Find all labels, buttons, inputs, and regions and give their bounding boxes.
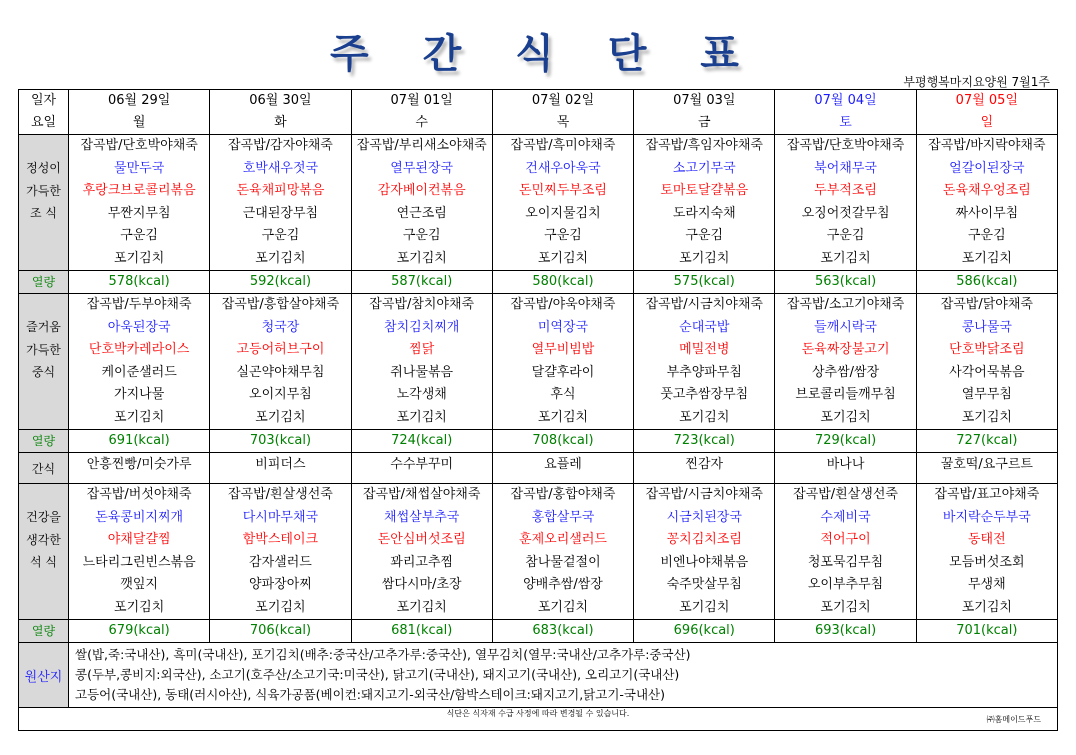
menu-item: 꽁치김치조림 [666,532,742,547]
menu-item: 구운김 [826,228,865,243]
menu-item: 무생채 [968,577,1006,592]
calorie-value: 696(kcal) [634,620,775,643]
org-week-label: 부평행복마지요양원 7월1주 [903,75,1050,89]
calorie-value: 683(kcal) [492,620,633,643]
lunch-menu-cell [634,294,775,430]
menu-item: 단호박카레라이스 [88,342,190,357]
weekday-cell: 수 [351,112,492,135]
dinner-row [19,484,1058,620]
menu-item: 포기김치 [679,250,730,266]
menu-item: 구운김 [402,228,441,243]
snack-label: 간식 [19,453,69,484]
menu-item: 잡곡밥/바지락야채죽 [928,138,1046,153]
calorie-label: 열량 [19,271,69,294]
menu-item: 두부적조림 [814,183,877,198]
footer-row [19,708,1058,731]
calorie-value: 727(kcal) [916,430,1057,453]
calorie-value: 724(kcal) [351,430,492,453]
lunch-row [19,294,1058,430]
menu-item: 포기김치 [255,409,306,425]
date-cell: 07월 02일 [492,90,633,113]
menu-item: 순대국밥 [679,319,730,335]
menu-item: 포기김치 [255,250,306,266]
menu-item: 꽈리고추찜 [390,554,454,570]
menu-item: 수제비국 [820,509,871,525]
menu-item: 잡곡밥/시금치야채죽 [645,297,763,312]
calorie-value: 563(kcal) [775,271,916,294]
menu-item: 잡곡밥/단호박야채죽 [786,138,905,153]
menu-item: 쌈다시마/초장 [381,577,462,592]
dinner-menu-cell [69,484,210,620]
menu-item: 잡곡밥/부리새소야채죽 [356,138,487,153]
menu-item: 오이지무침 [249,387,312,402]
menu-item: 아욱된장국 [107,319,171,335]
menu-item: 구운김 [261,228,300,243]
calorie-value: 586(kcal) [916,271,1057,294]
menu-item: 잡곡밥/흑미야채죽 [510,138,616,153]
menu-item: 소고기무국 [672,160,736,176]
weekday-cell: 월 [69,112,210,135]
breakfast-menu-cell [492,135,633,271]
calorie-value: 587(kcal) [351,271,492,294]
menu-item: 오징어젓갈무침 [801,205,890,221]
menu-item: 포기김치 [114,250,165,266]
dinner-menu-cell [916,484,1057,620]
breakfast-label [19,135,69,271]
snack-row [19,453,1058,484]
breakfast-menu-cell [634,135,775,271]
menu-item: 잡곡밥/버섯야채죽 [86,487,192,502]
weekday-cell: 토 [775,112,916,135]
menu-item: 포기김치 [961,599,1012,615]
snack-item: 꿀호떡/요구르트 [916,453,1057,484]
menu-item: 구운김 [120,228,158,243]
menu-item: 도라지숙채 [672,205,736,221]
lunch-label-line: 즐거움 [26,320,61,334]
menu-item: 풋고추쌈장무침 [660,387,749,402]
snack-item: 안흥찐빵/미숫가루 [69,453,210,484]
menu-item: 잡곡밥/야욱야채죽 [510,297,616,312]
menu-item: 돈민찌두부조림 [519,183,607,198]
menu-item: 포기김치 [396,250,447,266]
menu-item: 포기김치 [537,250,589,266]
breakfast-menu-cell [351,135,492,271]
origin-line: 고등어(국내산), 동태(러시아산), 식육가공품(베이컨:돼지고기-외국산/함박스테이크:돼지고기,닭고기-국내산) [75,687,666,702]
menu-item: 물만두국 [114,160,165,176]
menu-item: 짜사이무침 [955,205,1019,221]
menu-item: 후랑크브로콜리볶음 [82,183,196,198]
breakfast-menu-cell [916,135,1057,271]
menu-item: 찜닭 [409,342,435,357]
menu-item: 홍합살무국 [531,509,595,525]
weekday-row [19,112,1058,135]
menu-item: 동태전 [968,532,1006,547]
menu-item: 호박새우젓국 [242,160,319,176]
menu-item: 포기김치 [820,409,871,425]
menu-item: 구운김 [685,228,724,243]
calorie-value: 703(kcal) [210,430,351,453]
lunch-menu-cell [916,294,1057,430]
menu-item: 잡곡밥/시금치야채죽 [645,487,763,502]
date-cell: 07월 03일 [634,90,775,113]
weekday-cell: 화 [210,112,351,135]
menu-item: 돈육짜장불고기 [801,342,890,357]
menu-item: 오이부추무침 [807,577,884,592]
menu-item: 열무무침 [961,387,1012,402]
menu-item: 잡곡밥/흰살생선죽 [793,487,898,502]
calorie-value: 681(kcal) [351,620,492,643]
date-cell: 06월 30일 [210,90,351,113]
origin-line: 쌀(밥,죽:국내산), 흑미(국내산), 포기김치(배추:중국산/고추가루:중국산), 열무김치(열무:국내산/고추가루:중국산) [75,647,691,662]
breakfast-row [19,135,1058,271]
menu-item: 포기김치 [255,599,306,615]
menu-item: 브로콜리들깨무침 [795,387,896,402]
menu-item: 포기김치 [961,250,1012,266]
menu-item: 오이지물김치 [525,205,601,221]
dinner-menu-cell [351,484,492,620]
lunch-calorie-row [19,430,1058,453]
menu-item: 참치김치찌개 [384,319,460,335]
menu-item: 미역장국 [537,319,589,335]
calorie-value: 578(kcal) [69,271,210,294]
menu-item: 케이준샐러드 [101,364,177,380]
menu-item: 함박스테이크 [242,532,319,547]
lunch-menu-cell [210,294,351,430]
page-title: 주 간 식 단 표 [330,31,759,77]
menu-item: 포기김치 [537,599,589,615]
menu-item: 얼갈이된장국 [949,160,1025,176]
menu-item: 잡곡밥/채썹살야채죽 [363,487,481,502]
lunch-menu-cell [69,294,210,430]
menu-item: 포기김치 [114,409,165,425]
lunch-menu-cell [492,294,633,430]
menu-item: 잡곡밥/소고기야채죽 [786,297,905,312]
lunch-label [19,294,69,430]
weekday-label: 요일 [19,112,69,135]
calorie-value: 693(kcal) [775,620,916,643]
breakfast-calorie-row [19,271,1058,294]
menu-item: 느타리그린빈스볶음 [82,554,196,570]
lunch-menu-cell [351,294,492,430]
menu-item: 채썹살부추국 [384,509,460,525]
footer-brand: ㈜홈메이드푸드 [986,715,1041,724]
menu-item: 무짠지무침 [107,205,171,221]
dinner-menu-cell [492,484,633,620]
menu-item: 콩나물국 [961,319,1012,335]
menu-item: 잡곡밥/홍합야채죽 [510,487,616,502]
snack-item: 찐감자 [634,453,775,484]
menu-item: 구운김 [968,228,1006,243]
menu-item: 시금치된장국 [666,509,742,525]
menu-item: 포기김치 [114,599,165,615]
menu-item: 야채달걀찜 [107,532,171,547]
menu-item: 참나물겉절이 [525,554,601,570]
dinner-menu-cell [634,484,775,620]
menu-item: 비엔나야채볶음 [660,554,749,570]
menu-item: 돈안심버섯조림 [377,532,466,547]
menu-item: 돈육콩비지찌개 [95,509,184,525]
lunch-menu-cell [775,294,916,430]
menu-item: 후식 [550,387,576,402]
breakfast-label-line: 정성이 [26,161,61,175]
snack-item: 요플레 [492,453,633,484]
menu-item: 포기김치 [961,409,1012,425]
weekly-menu-table [18,89,1058,731]
menu-item: 잡곡밥/흥합살야채죽 [221,297,340,312]
menu-item: 쥐나물볶음 [390,364,454,380]
snack-item: 수수부꾸미 [351,453,492,484]
menu-item: 토마토달걀볶음 [660,183,749,198]
calorie-value: 708(kcal) [492,430,633,453]
menu-item: 감자샐러드 [249,554,312,570]
menu-item: 포기김치 [396,599,447,615]
menu-item: 고등어허브구이 [236,342,325,357]
date-cell: 07월 05일 [916,90,1057,113]
menu-item: 양파장아찌 [249,577,312,592]
breakfast-menu-cell [69,135,210,271]
menu-item: 숙주맛살무침 [666,577,742,592]
origin-label: 원산지 [19,643,69,708]
calorie-value: 575(kcal) [634,271,775,294]
date-label: 일자 [19,90,69,113]
date-row [19,90,1058,113]
date-cell: 06월 29일 [69,90,210,113]
calorie-value: 691(kcal) [69,430,210,453]
menu-item: 잡곡밥/참치야채죽 [369,297,475,312]
menu-item: 열무된장국 [390,160,454,176]
lunch-label-line: 중식 [31,365,56,379]
menu-item: 모듬버섯조회 [949,554,1025,570]
calorie-value: 679(kcal) [69,620,210,643]
menu-item: 가지나물 [114,387,165,402]
menu-item: 감자베이컨볶음 [377,183,466,198]
menu-item: 훈제오리샐러드 [519,532,607,547]
menu-item: 돈육채피망볶음 [236,183,325,198]
dinner-menu-cell [775,484,916,620]
menu-item: 돈육채우엉조림 [942,183,1031,198]
weekday-cell: 금 [634,112,775,135]
footer-note: 식단은 식자재 수급 사정에 따라 변경될 수 있습니다. [446,709,630,718]
menu-item: 깻잎지 [120,577,158,592]
menu-item: 잡곡밥/표고야채죽 [934,487,1040,502]
dinner-label [19,484,69,620]
snack-item: 비피더스 [210,453,351,484]
menu-item: 연근조림 [396,205,447,221]
menu-item: 포기김치 [679,409,730,425]
dinner-calorie-row [19,620,1058,643]
origin-line: 콩(두부,콩비지:외국산), 소고기(호주산/소고기국:미국산), 닭고기(국내산), 돼지고기(국내산), 오리고기(국내산) [75,667,680,682]
menu-item: 다시마무채국 [242,509,319,525]
menu-item: 사각어묵볶음 [949,364,1025,380]
menu-item: 청국장 [261,319,300,335]
calorie-value: 580(kcal) [492,271,633,294]
menu-item: 부추양파무침 [666,364,742,380]
menu-item: 포기김치 [820,599,871,615]
menu-item: 단호박닭조림 [949,342,1025,357]
menu-item: 포기김치 [396,409,447,425]
menu-item: 상추쌈/쌈장 [811,364,880,380]
weekday-cell: 일 [916,112,1057,135]
weekday-cell: 목 [492,112,633,135]
menu-item: 양배추쌈/쌈장 [523,577,603,592]
calorie-label: 열량 [19,620,69,643]
calorie-value: 701(kcal) [916,620,1057,643]
menu-item: 잡곡밥/감자야채죽 [227,138,333,153]
snack-item: 바나나 [775,453,916,484]
breakfast-label-line: 조 식 [30,206,57,220]
origin-text [69,643,1058,708]
menu-item: 청포묵김무침 [807,554,884,570]
lunch-label-line: 가득한 [26,342,61,357]
menu-item: 잡곡밥/닭야채죽 [940,297,1033,312]
calorie-label: 열량 [19,430,69,453]
menu-item: 잡곡밥/두부야채죽 [86,297,192,312]
menu-item: 잡곡밥/흰살생선죽 [227,487,333,502]
origin-row [19,643,1058,708]
menu-item: 근대된장무침 [242,205,319,221]
breakfast-menu-cell [210,135,351,271]
menu-item: 구운김 [544,228,582,243]
dinner-label-line: 생각한 [26,532,61,547]
menu-item: 노각생채 [396,387,447,402]
breakfast-label-line: 가득한 [26,183,61,198]
menu-item: 포기김치 [820,250,871,266]
menu-item: 실곤약야채무침 [236,364,325,380]
date-cell: 07월 04일 [775,90,916,113]
calorie-value: 706(kcal) [210,620,351,643]
breakfast-menu-cell [775,135,916,271]
menu-item: 열무비빔밥 [531,342,595,357]
calorie-value: 592(kcal) [210,271,351,294]
date-cell: 07월 01일 [351,90,492,113]
menu-item: 메밀전병 [679,342,730,357]
calorie-value: 729(kcal) [775,430,916,453]
menu-item: 바지락순두부국 [942,509,1031,525]
menu-item: 포기김치 [537,409,589,425]
calorie-value: 723(kcal) [634,430,775,453]
footer-cell [19,708,1058,731]
dinner-label-line: 석 식 [30,555,57,569]
menu-item: 포기김치 [679,599,730,615]
menu-item: 잡곡밥/단호박야채죽 [80,138,198,153]
menu-item: 들깨시락국 [814,319,877,335]
menu-item: 북어채무국 [814,160,877,176]
menu-item: 적어구이 [820,532,871,547]
dinner-label-line: 건강을 [26,510,61,524]
menu-item: 건새우아욱국 [525,160,601,176]
menu-item: 잡곡밥/흑임자야채죽 [645,138,763,153]
menu-item: 달걀후라이 [531,364,595,380]
dinner-menu-cell [210,484,351,620]
